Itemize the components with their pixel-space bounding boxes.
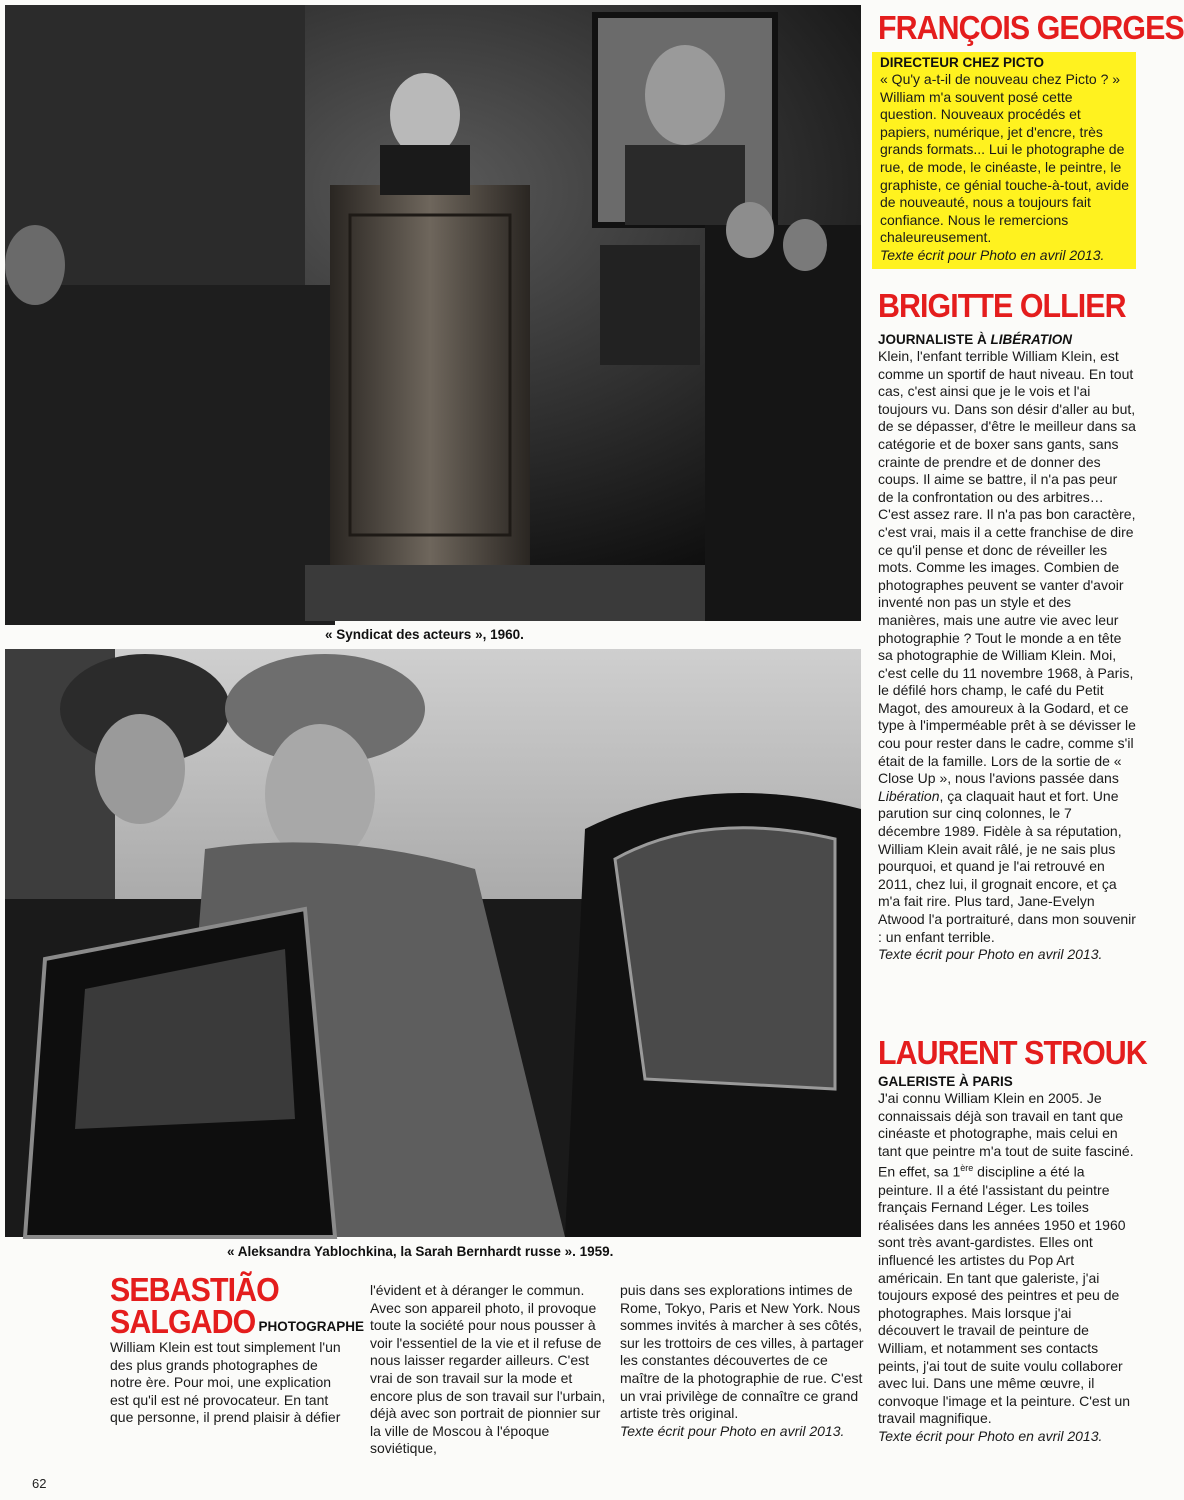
sebastiao-col-3-text: puis dans ses explorations intimes de Rome, Tokyo, Paris et New York. Nous sommes invités à marcher à ses côtés, sur les trottoirs de ces villes, à partager les constantes découvertes de ce maître de la photographie de rue. C'est un vrai privilège de connaître ce grand artiste très original.	[620, 1282, 864, 1422]
brigitte-text-part2: , ça claquait haut et fort. Une parution sur cinq colonnes, le 7 décembre 1989. Fidèle à sa réputation, William Klein avait râlé, je ne sais plus pourquoi, et quand je l'ai retrouvé en 2011, chez lui, il grognait encore, et ça m'a fait rire. Plus tard, Jane-Evelyn Atwood l'a portraituré, dans mon souvenir : un enfant terrible.	[878, 787, 1136, 945]
francois-georges-credit: Texte écrit pour Photo en avril 2013.	[880, 246, 1105, 263]
brigitte-text-part1: Klein, l'enfant terrible William Klein, est comme un sportif de haut niveau. En tout cas, c'est ainsi que je le vois et l'ai toujours vu. Dans son désir d'aller au but, de se dépasser, d'être le meilleur dans sa catégorie et de boxer sans gants, sans crainte de prendre et de donner des coups. Il aime se battre, il n'a pas peur de la confrontation ou des arbitres… C'est assez rare. Il n'a pas bon caractère, c'est vrai, mais il a cette franchise de dire ce qu'il pense et donc de réveiller les mots. Comme les images. Combien de photographes peuvent se vanter d'avoir inventé non pas un style et des manières, mais une autre vie avec leur photographie ? Tout le monde a en tête sa photographie de William Klein. Moi, c'est celle du 11 novembre 1968, à Paris, le défilé hors champ, le café du Petit Magot, des amoureux à la Godard, et ce type à l'imperméable prêt à se dévisser le cou pour rester dans le cadre, comme s'il était de la famille. Lors de la sortie de « Close Up », nous l'avions passée dans	[878, 348, 1136, 787]
sebastiao-salgado-credit: Texte écrit pour Photo en avril 2013.	[620, 1422, 845, 1439]
brigitte-role-publication: LIBÉRATION	[990, 332, 1073, 347]
testimony-brigitte-ollier	[878, 288, 1136, 964]
brigitte-text-publication: Libération	[878, 787, 940, 804]
photo-aleksandra-yablochkina	[5, 649, 861, 1237]
photo-syndicat-des-acteurs	[5, 5, 861, 621]
sebastiao-salgado-name-row	[110, 1304, 364, 1340]
photo-top-caption: « Syndicat des acteurs », 1960.	[325, 627, 524, 642]
page-number: 62	[32, 1476, 47, 1491]
brigitte-ollier-credit: Texte écrit pour Photo en avril 2013.	[878, 946, 1103, 963]
sebastiao-salgado-name-line1: SEBASTIÃO	[110, 1271, 279, 1308]
brigitte-ollier-role	[878, 331, 1136, 348]
photo-bottom-caption: « Aleksandra Yablochkina, la Sarah Bernhardt russe ». 1959.	[227, 1244, 614, 1259]
laurent-strouk-credit: Texte écrit pour Photo en avril 2013.	[878, 1427, 1103, 1444]
testimony-francois-georges	[878, 9, 1184, 269]
testimony-laurent-strouk	[878, 1034, 1147, 1446]
sebastiao-salgado-name-line2: SALGADO	[110, 1303, 256, 1340]
laurent-text-part2: discipline a été la peinture. Il a été l'assistant du peintre français Fernand Léger. Les toiles réalisées dans les années 1950 et 1960 sont très avant-gardistes. Elles ont influencé les artistes du Pop Art américain. En tant que galeriste, j'ai toujours exposé des peintres et peu de photographes. Mais lorsque j'ai découvert le travail de peinture de William, et notamment ses contacts peints, j'ai tout de suite voulu collaborer avec lui. Dans une même œuvre, il convoque l'image et la peinture. C'est un travail magnifique.	[878, 1164, 1131, 1427]
laurent-strouk-role: GALERISTE À PARIS	[878, 1074, 1013, 1089]
sebastiao-col-3	[620, 1282, 865, 1440]
francois-highlight-box	[872, 52, 1136, 269]
brigitte-ollier-name: BRIGITTE OLLIER	[878, 287, 1126, 324]
brigitte-role-prefix: JOURNALISTE À	[878, 332, 991, 347]
brigitte-ollier-text	[878, 348, 1136, 946]
sebastiao-col-2: l'évident et à déranger le commun. Avec son appareil photo, il provoque toute la société pour nous pousser à voir l'essentiel de la vie et il refuse de nous laisser regarder ailleurs. C'est vrai de son travail sur la mode et encore plus de son travail sur l'urbain, déjà avec son portrait de pionnier sur la ville de Moscou à l'époque soviétique,	[370, 1282, 606, 1457]
francois-georges-role: DIRECTEUR CHEZ PICTO	[880, 55, 1045, 70]
laurent-strouk-name: LAURENT STROUK	[878, 1034, 1147, 1071]
laurent-text-superscript: ère	[960, 1163, 974, 1174]
francois-georges-text: « Qu'y a-t-il de nouveau chez Picto ? » William m'a souvent posé cette question. Nouveaux procédés et papiers, numérique, jet d'encre, très grands formats... Lui le photographe de rue, de mode, le cinéaste, le peintre, le graphiste, ce génial touche-à-tout, avide de nouveauté, nous a toujours fait confiance. Nous le remercions chaleureusement.	[880, 71, 1130, 246]
sebastiao-salgado-role: PHOTOGRAPHE	[258, 1319, 364, 1334]
francois-georges-name: FRANÇOIS GEORGES	[878, 9, 1184, 46]
laurent-strouk-text	[878, 1090, 1136, 1428]
laurent-text-part1: J'ai connu William Klein en 2005. Je connaissais déjà son travail en tant que cinéaste et photographe, mais celui en tant que peintre m'a tout de suite fasciné. En effet, sa 1	[878, 1090, 1134, 1181]
sebastiao-col-1: William Klein est tout simplement l'un des plus grands photographes de notre ère. Pour moi, une explication est qu'il est né provocateur. En tant que personne, il prend plaisir à défier	[110, 1339, 341, 1426]
